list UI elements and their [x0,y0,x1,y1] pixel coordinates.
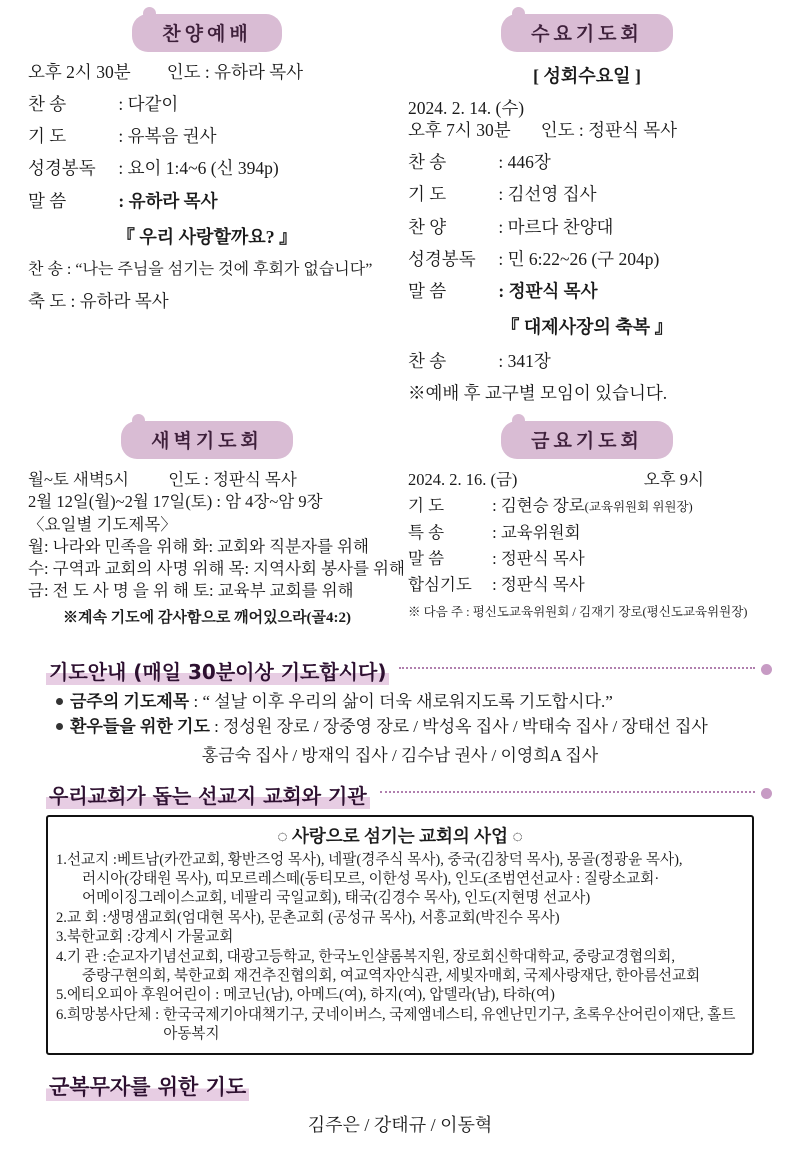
dawn-leader: 인도 : 정판식 목사 [168,470,297,490]
friday-date-row [408,469,766,491]
prayer-guide-week-label: 금주의 기도제목 [70,691,190,711]
friday-group-prayer-value: : 정판식 목사 [492,575,585,595]
missions-heading [46,780,772,809]
wednesday-time-label: 오후 7시 30분 [408,120,511,141]
praise-service-column [28,14,386,415]
praise-scripture-label: 성경봉독 [28,158,96,179]
missions-row-nk [56,928,744,947]
wednesday-prayer-label: 기 도 [408,184,447,205]
friday-time: 오후 9시 [643,470,704,490]
wednesday-note: ※예배 후 교구별 모임이 있습니다. [408,383,668,403]
praise-scripture-value: : 요이 1:4~6 (신 394p) [118,158,279,179]
prayer-guide-sick-label: 환우들을 위한 기도 [70,716,210,736]
wednesday-sermon-label: 말 씀 [408,280,447,301]
dawn-prayer-column [28,421,405,642]
friday-prayer-value: : 김현승 장로 [492,496,585,516]
missions-row-orgs-line1: 순교자기념선교회, 대광고등학교, 한국노인샬롬복지원, 장로회신학대학교, 중랑교경협의회, [106,948,676,965]
dawn-topic-mon-tue: 월: 나라와 민족을 위해 화: 교회와 직분자를 위해 [28,536,369,556]
prayer-guide-sick-names-2: 홍금숙 집사 / 방재익 집사 / 김수남 권사 / 이영희A 집사 [201,745,599,765]
prayer-guide-week-text: : “ 설날 이후 우리의 삶이 더욱 새로워지도록 기도합시다.” [189,691,613,711]
praise-hymn-value: : 다같이 [118,94,179,115]
missions-row-fields-line1: 베트남(카깐교회, 황반즈엉 목사), 네팔(경주식 목사), 중국(김창덕 목사), 몽골(정광윤 목사), [116,851,683,868]
wednesday-leader: 인도 : 정판식 목사 [540,120,678,141]
wednesday-prayer-value: : 김선영 집사 [498,184,597,205]
dawn-topics-heading: 〈요일별 기도제목〉 [28,514,177,534]
friday-next-week-note: ※ 다음 주 : 평신도교육위원회 / 김재기 장로(평신도교육위원장) [408,605,748,620]
prayer-guide-item-sick [56,716,772,739]
military-names: 김주은 / 강태규 / 이동혁 [307,1114,493,1135]
friday-prayer-suffix: (교육위원회 위원장) [584,500,693,515]
missions-dotted-rule [380,790,755,793]
wednesday-sermon-row [408,281,766,301]
missions-row-orgs-line2: 중랑구현의회, 북한교회 재건추진협의회, 여교역자안식관, 세빛자매회, 국제사랑재단, 한아름선교회 [82,968,701,985]
wednesday-choir-label: 찬 양 [408,216,447,237]
friday-sermon-value: : 정판식 목사 [492,548,585,568]
friday-special-song-value: : 교육위원회 [492,522,581,542]
missions-row-orgs [56,948,744,967]
friday-special-song-label: 특 송 [408,522,445,542]
bullet-icon [56,723,63,730]
missions-row-fields-line2: 러시아(강태원 목사), 띠모르레스떼(동티모르, 이한성 목사), 인도(조범연선교사 : 질랑소교회· [82,871,660,887]
friday-sermon-row [408,548,766,570]
friday-prayer-label: 기 도 [408,496,445,516]
dawn-pill-wrap [28,421,386,459]
wednesday-closing-hymn-row [408,351,766,371]
missions-row-hope-label: 6.희망봉사단체 : [56,1006,160,1023]
friday-group-prayer-label: 합심기도 [408,575,472,595]
friday-sermon-label: 말 씀 [408,548,445,568]
missions-box-title: ◌ 사랑으로 섬기는 교회의 사업 ◌ [277,825,523,846]
bullet-icon [56,698,63,705]
prayer-guide-heading [46,656,772,685]
wednesday-special-title: [ 성회수요일 ] [533,66,641,86]
missions-heading-text: 우리교회가 돕는 선교지 교회와 기관 [46,780,370,809]
missions-row-ethiopia-line1: 메코닌(남), 아메드(여), 하지(여), 압델라(남), 타하(여) [223,987,555,1004]
second-two-columns [28,421,772,642]
missions-row-fields [56,851,744,870]
dawn-topic-wed-thu: 수: 구역과 교회의 사명 위해 목: 지역사회 봉사를 위해 [28,559,405,579]
praise-hymn-row [28,94,386,114]
military-heading-text: 군복무자를 위한 기도 [46,1071,249,1101]
wednesday-hymn-label: 찬 송 [408,152,447,173]
missions-row-hope-line1: 한국국제기아대책기구, 굿네이버스, 국제앰네스티, 유엔난민기구, 초록우산어린이재단, 홀트아동복지 [163,1006,736,1043]
friday-group-prayer-row [408,574,766,596]
praise-service-pill-wrap [28,14,386,52]
wednesday-choir-row [408,217,766,237]
missions-row-ethiopia-label: 5.에티오피아 후원어린이 : [56,987,220,1004]
wednesday-closing-hymn-label: 찬 송 [408,350,447,371]
missions-row-fields-line3: 어메이징그레이스교회, 네팔리 국일교회), 태국(김경수 목사), 인도(지현명 선교사) [82,890,591,907]
wednesday-title-pill: 수요기도회 [501,14,673,52]
praise-sermon-title: 『 우리 사랑할까요? 』 [116,226,298,247]
missions-row-churches-label: 2.교 회 : [56,909,107,926]
missions-row-fields-label: 1.선교지 : [56,851,117,868]
praise-sermon-label: 말 씀 [28,190,67,211]
praise-time-row [28,62,386,82]
prayer-guide-heading-text: 기도안내 (매일 30분이상 기도합시다) [46,656,389,685]
wednesday-scripture-row [408,249,766,269]
missions-row-ethiopia [56,986,744,1005]
prayer-guide-sick-text: : 정성원 장로 / 장중영 장로 / 박성옥 집사 / 박태숙 집사 / 장태선 집사 [209,716,708,736]
wednesday-prayer-row [408,184,766,204]
praise-prayer-row [28,126,386,146]
missions-box [46,815,754,1055]
dawn-time-label: 월~토 새벽5시 [28,470,129,490]
wednesday-time-row [408,120,766,140]
praise-time-label: 오후 2시 30분 [28,62,131,82]
praise-leader: 인도 : 유하라 목사 [166,62,304,82]
missions-row-hope [56,1006,744,1045]
missions-rule-end-dot [761,788,772,799]
prayer-guide-rule-end-dot [761,664,772,675]
military-heading [46,1071,772,1101]
wednesday-hymn-value: : 446장 [498,152,551,173]
friday-prayer-row [408,495,766,517]
wednesday-hymn-row [408,152,766,172]
wednesday-scripture-label: 성경봉독 [408,248,476,269]
praise-closing-hymn: 찬 송 : “나는 주님을 섬기는 것에 후회가 없습니다” [28,260,373,278]
missions-row-churches-line1: 생명샘교회(엄대현 목사), 문촌교회 (공성규 목사), 서흥교회(박진수 목사) [106,909,560,926]
praise-hymn-label: 찬 송 [28,94,67,115]
praise-prayer-label: 기 도 [28,126,67,147]
dawn-title-pill: 새벽기도회 [121,421,293,459]
wednesday-sermon-value: : 정판식 목사 [498,280,598,301]
missions-row-churches [56,909,744,928]
top-two-columns [28,14,772,415]
friday-pill-wrap [408,421,766,459]
wednesday-pill-wrap [408,14,766,52]
military-spacer [259,1083,766,1084]
praise-prayer-value: : 유복음 권사 [118,126,217,147]
dawn-topic-fri-sat: 금: 전 도 사 명 을 위 해 토: 교육부 교회를 위해 [28,581,354,601]
dawn-verse-note: ※계속 기도에 감사함으로 깨어있으라(골4:2) [62,609,352,626]
friday-title-pill: 금요기도회 [501,421,673,459]
prayer-guide-dotted-rule [399,666,755,669]
wednesday-sermon-title: 『 대제사장의 축복 』 [501,316,673,337]
wednesday-date: 2024. 2. 14. (수) [408,98,525,118]
friday-date: 2024. 2. 16. (금) [408,470,518,490]
praise-sermon-value: : 유하라 목사 [118,190,218,211]
prayer-guide-item-week [56,691,772,714]
praise-scripture-row [28,158,386,178]
friday-special-song-row [408,522,766,544]
wednesday-scripture-value: : 민 6:22~26 (구 204p) [498,248,660,269]
dawn-time-row [28,469,386,491]
praise-service-title-pill: 찬양예배 [132,14,281,52]
wednesday-closing-hymn-value: : 341장 [498,350,551,371]
dawn-reading-range: 2월 12일(월)~2월 17일(토) : 암 4장~암 9장 [28,492,323,512]
missions-row-nk-line1: 강계시 가물교회 [131,929,234,946]
wednesday-service-column [408,14,766,415]
praise-benediction: 축 도 : 유하라 목사 [28,291,169,312]
missions-row-orgs-label: 4.기 관 : [56,948,107,965]
friday-prayer-column [408,421,766,642]
missions-row-nk-label: 3.북한교회 : [56,929,132,946]
wednesday-choir-value: : 마르다 찬양대 [498,216,614,237]
praise-sermon-row [28,191,386,211]
